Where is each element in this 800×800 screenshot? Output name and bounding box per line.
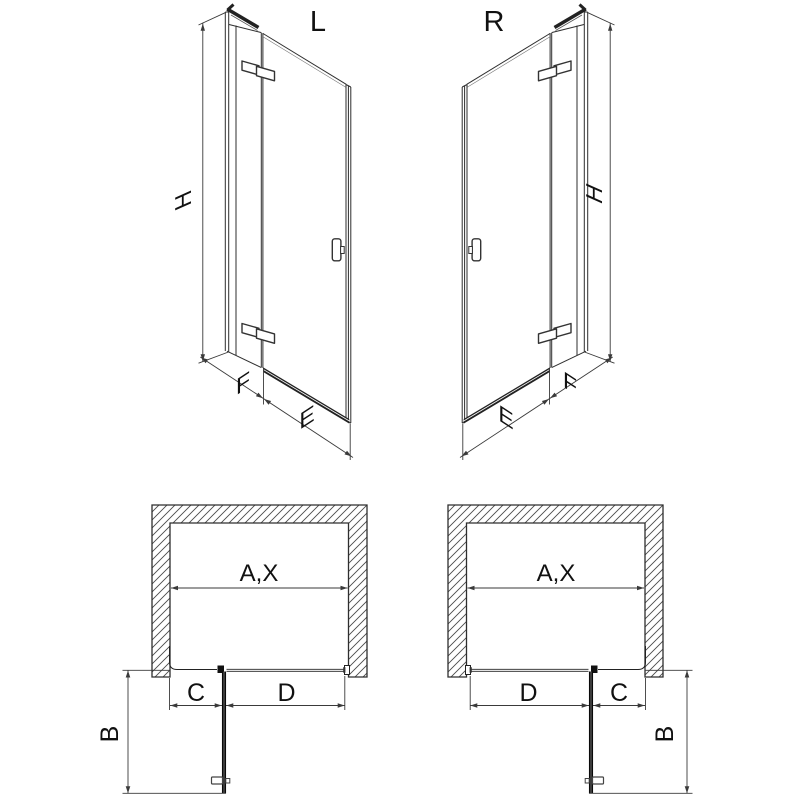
variant-label-left: L: [309, 6, 327, 38]
fixed-width-label-right: F: [562, 366, 578, 402]
right-door-3d-view: [460, 5, 615, 461]
opening-width-label-left-plan: A,X: [239, 560, 279, 587]
height-label-right: H: [581, 179, 608, 208]
fixed-width-label-left: F: [235, 366, 251, 402]
door-width-label-right: E: [498, 400, 514, 436]
right-plan-walls: [448, 505, 663, 677]
clearance-label-right-plan: B: [651, 725, 679, 743]
height-label-left: H: [170, 186, 197, 215]
door-label-right-plan: D: [519, 679, 538, 707]
door-label-left-plan: D: [277, 679, 296, 707]
door-width-label-left: E: [299, 400, 315, 436]
variant-label-right: R: [483, 6, 505, 38]
left-plan-walls: [152, 505, 367, 677]
left-door-3d-view: [199, 5, 354, 461]
clearance-label-left-plan: B: [96, 725, 124, 743]
fixed-label-left-plan: C: [186, 679, 206, 707]
opening-width-label-right-plan: A,X: [536, 560, 576, 587]
fixed-label-right-plan: C: [609, 679, 629, 707]
